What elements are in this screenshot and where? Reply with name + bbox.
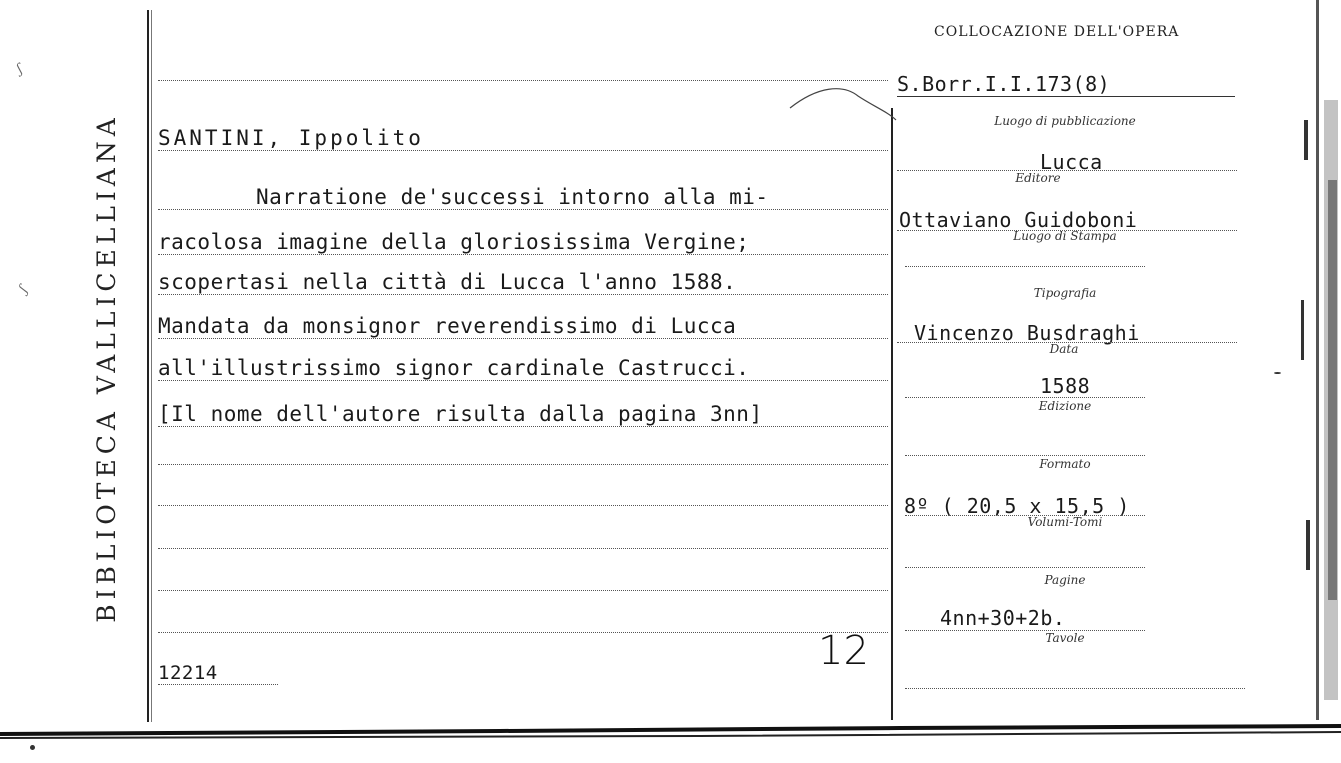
value-tipografia: Vincenzo Busdraghi (914, 321, 1140, 345)
label-tavole: Tavole (1045, 631, 1085, 645)
shelfmark: S.Borr.I.I.173(8) (897, 72, 1111, 96)
curve-mark (788, 86, 898, 126)
margin-smudge-2: ʃ (16, 283, 31, 296)
rule-1 (158, 209, 888, 210)
left-margin-rule (147, 10, 149, 722)
margin-smudge-1: ʃ (14, 62, 26, 77)
inventory-number: 12214 (158, 662, 218, 684)
rule-r8 (905, 567, 1145, 568)
value-data: 1588 (1040, 374, 1091, 398)
value-pagine: 4nn+30+2b. (940, 606, 1066, 630)
fields-column-rule (891, 108, 893, 720)
label-edizione: Edizione (1038, 399, 1092, 413)
value-formato: 8º ( 20,5 x 15,5 ) (904, 494, 1130, 518)
title-line-3: scopertasi nella città di Lucca l'anno 1588. (158, 270, 737, 294)
label-pagine: Pagine (1044, 573, 1086, 587)
title-line-6: [Il nome dell'autore risulta dalla pagina 3nn] (158, 402, 763, 426)
rule-r4 (897, 342, 1237, 343)
label-formato: Formato (1039, 457, 1091, 471)
title-line-4: Mandata da monsignor reverendissimo di Lucca (158, 314, 737, 338)
speck (1274, 372, 1281, 374)
rule-4 (158, 338, 888, 339)
rule-9 (158, 548, 888, 549)
speck (30, 745, 35, 750)
top-dotted-line (158, 80, 888, 81)
rule-r9 (905, 630, 1145, 631)
title-line-2: racolosa imagine della gloriosissima Vergine; (158, 230, 750, 254)
rule-6 (158, 426, 888, 427)
author-heading: SANTINI, Ippolito (158, 126, 424, 150)
shelfmark-line (897, 96, 1235, 97)
value-luogo-pubblicazione: Lucca (1040, 150, 1103, 174)
label-data: Data (1049, 342, 1079, 356)
rule-7 (158, 464, 888, 465)
rule-r1 (897, 170, 1237, 171)
left-margin-rule-inner (151, 10, 152, 722)
rule-5 (158, 380, 888, 381)
handwritten-number: 12 (818, 628, 869, 674)
value-editore: Ottaviano Guidoboni (899, 208, 1138, 232)
rule-r6 (905, 455, 1145, 456)
bottom-edge-band (0, 718, 1341, 742)
label-editore: Editore (1015, 171, 1061, 185)
rule-r10 (905, 688, 1245, 689)
title-line-1: Narratione de'successi intorno alla mi- (256, 185, 769, 209)
rule-r3 (905, 266, 1145, 267)
rule-r7 (905, 515, 1145, 516)
rule-3 (158, 294, 888, 295)
rule-2 (158, 254, 888, 255)
rule-r5 (905, 397, 1145, 398)
rule-10 (158, 590, 888, 591)
title-line-5: all'illustrissimo signor cardinale Castrucci. (158, 356, 750, 380)
collocazione-header: COLLOCAZIONE DELL'OPERA (934, 24, 1180, 40)
library-name: BIBLIOTECA VALLICELLIANA (92, 113, 121, 623)
label-luogo-stampa: Luogo di Stampa (1013, 229, 1117, 243)
rule-r2 (897, 230, 1237, 231)
label-tipografia: Tipografia (1033, 286, 1097, 300)
author-line (158, 150, 888, 151)
rule-11 (158, 632, 888, 633)
label-luogo-pubblicazione: Luogo di pubblicazione (994, 114, 1136, 128)
rule-8 (158, 505, 888, 506)
label-volumi-tomi: Volumi-Tomi (1027, 515, 1103, 529)
scan-edge-noise (1296, 0, 1341, 730)
inventory-line (158, 684, 278, 685)
